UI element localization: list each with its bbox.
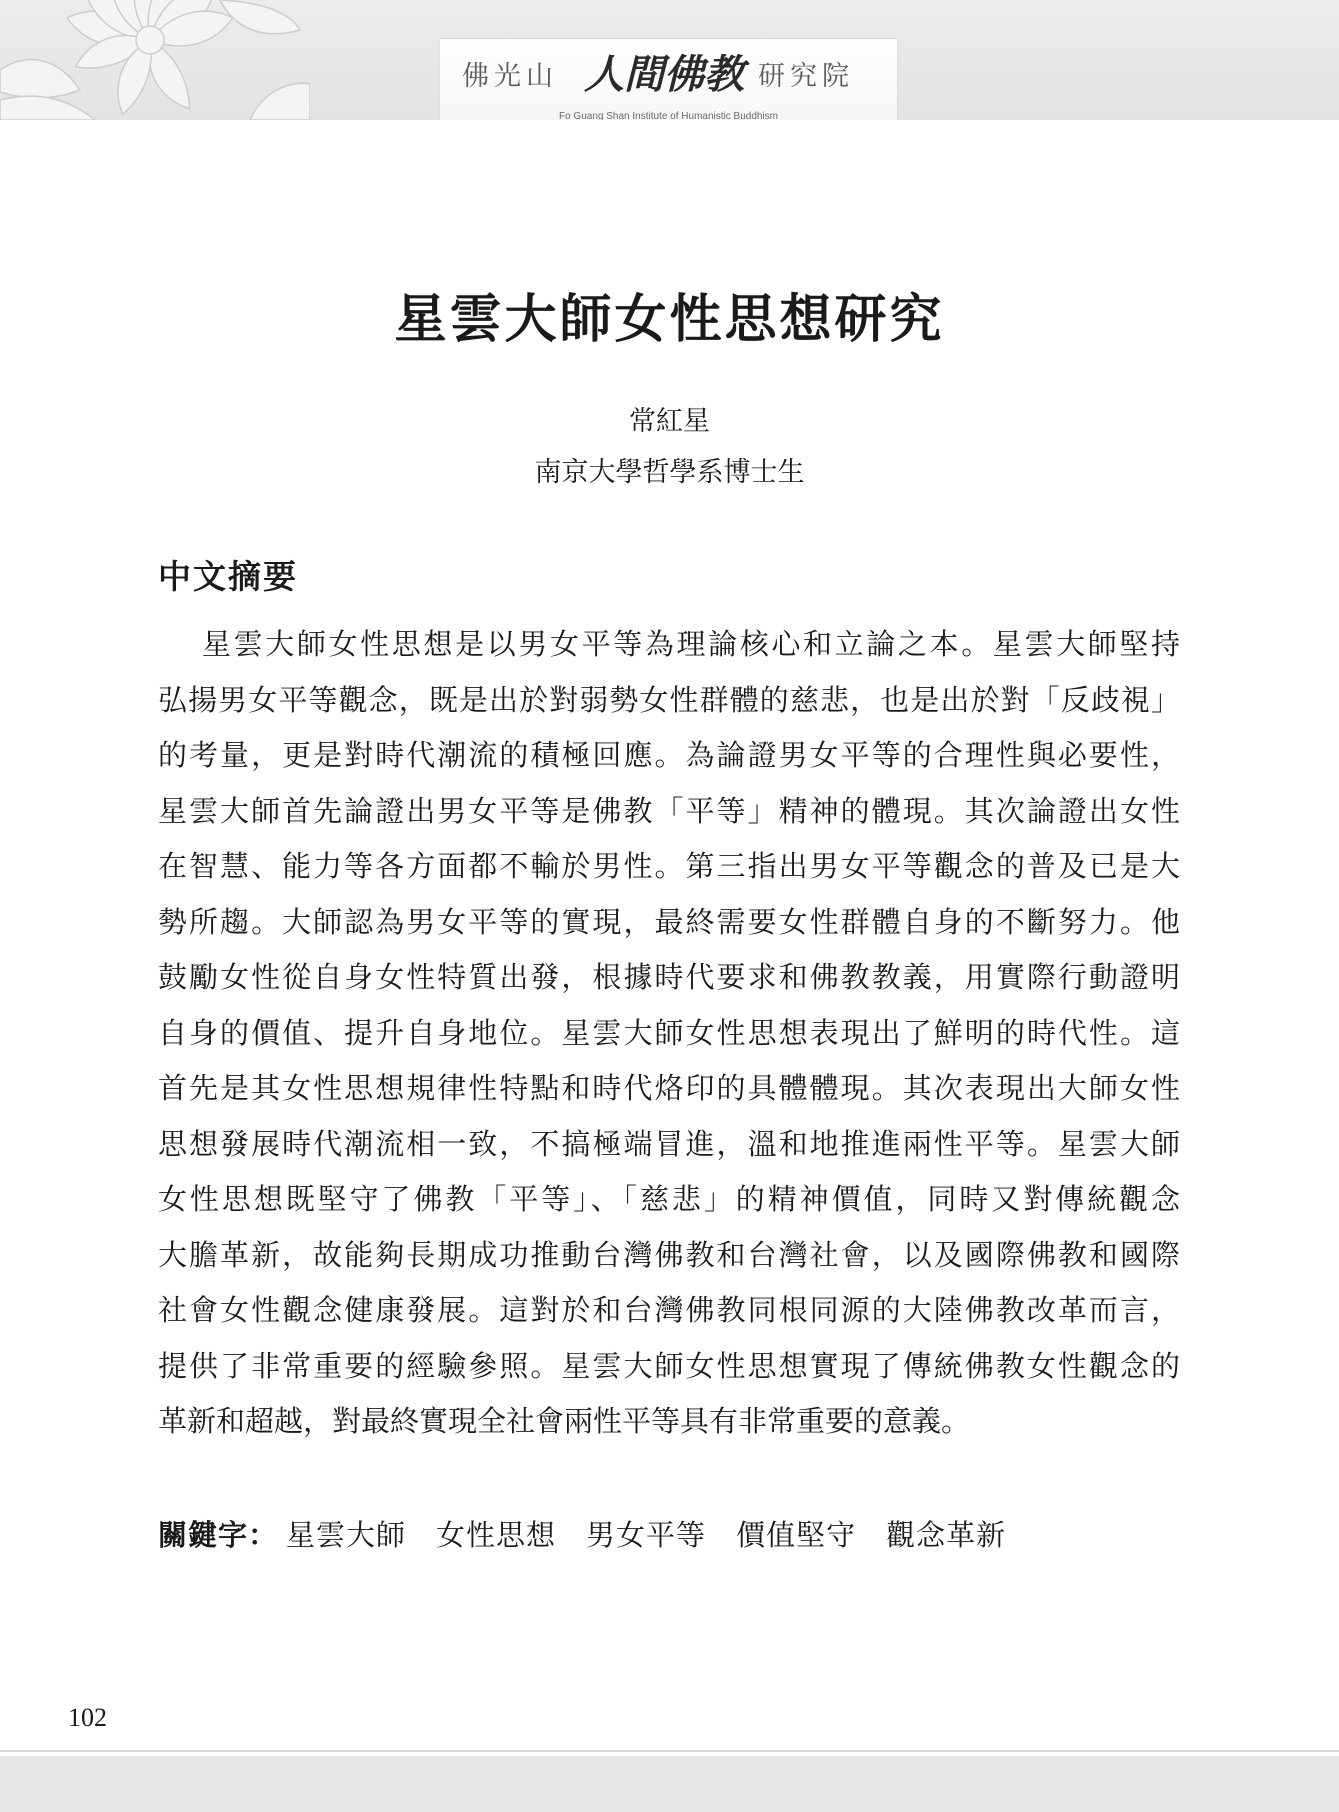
masthead-english-name: Fo Guang Shan Institute of Humanistic Buddhism bbox=[558, 111, 778, 120]
keyword: 價值堅守 bbox=[736, 1518, 857, 1552]
abstract-line: 星雲大師首先論證出男女平等是佛教「平等」精神的體現。其次論證出女性 bbox=[158, 793, 1180, 828]
keywords-row bbox=[158, 1513, 1036, 1557]
abstract-line: 提供了非常重要的經驗參照。星雲大師女性思想實現了傳統佛教女性觀念的 bbox=[158, 1348, 1180, 1383]
keywords-label: 關鍵字： bbox=[158, 1518, 279, 1552]
footer-rule bbox=[0, 1750, 1339, 1752]
abstract-line: 首先是其女性思想規律性特點和時代烙印的具體體現。其次表現出大師女性 bbox=[158, 1071, 1180, 1105]
abstract-line: 鼓勵女性從自身女性特質出發，根據時代要求和佛教教義，用實際行動證明 bbox=[158, 960, 1180, 994]
abstract-line: 社會女性觀念健康發展。這對於和台灣佛教同根同源的大陸佛教改革而言， bbox=[158, 1293, 1180, 1327]
abstract-line: 的考量，更是對時代潮流的積極回應。為論證男女平等的合理性與必要性， bbox=[158, 738, 1180, 772]
footer-band bbox=[0, 1756, 1339, 1812]
abstract-line: 思想發展時代潮流相一致，不搞極端冒進，溫和地推進兩性平等。星雲大師 bbox=[158, 1126, 1180, 1161]
lotus-ornament bbox=[0, 0, 310, 120]
author-name: 常紅星 bbox=[629, 406, 710, 437]
masthead-org-suffix: 研究院 bbox=[758, 61, 854, 92]
keyword: 星雲大師 bbox=[286, 1518, 407, 1552]
keyword: 男女平等 bbox=[586, 1518, 707, 1552]
masthead-logo-text: 人間佛教 bbox=[584, 51, 744, 98]
keyword: 觀念革新 bbox=[886, 1518, 1007, 1552]
masthead-org-name: 佛光山 bbox=[462, 61, 558, 92]
abstract-line: 大膽革新，故能夠長期成功推動台灣佛教和台灣社會，以及國際佛教和國際 bbox=[158, 1237, 1180, 1272]
keyword: 女性思想 bbox=[436, 1518, 557, 1552]
abstract-line: 弘揚男女平等觀念，既是出於對弱勢女性群體的慈悲，也是出於對「反歧視」 bbox=[158, 682, 1180, 717]
abstract-body bbox=[158, 617, 1180, 1450]
abstract-line: 自身的價值、提升自身地位。星雲大師女性思想表現出了鮮明的時代性。這 bbox=[158, 1015, 1180, 1050]
institute-masthead bbox=[440, 38, 897, 120]
page-number: 102 bbox=[68, 1703, 107, 1732]
abstract-line: 星雲大師女性思想是以男女平等為理論核心和立論之本。星雲大師堅持 bbox=[202, 627, 1180, 661]
article-title: 星雲大師女性思想研究 bbox=[394, 289, 945, 350]
abstract-line: 女性思想既堅守了佛教「平等」、「慈悲」的精神價值，同時又對傳統觀念 bbox=[158, 1182, 1180, 1216]
author-affiliation: 南京大學哲學系博士生 bbox=[534, 457, 805, 488]
abstract-heading: 中文摘要 bbox=[158, 557, 298, 596]
abstract-line: 勢所趨。大師認為男女平等的實現，最終需要女性群體自身的不斷努力。他 bbox=[158, 904, 1180, 939]
abstract-line: 革新和超越，對最終實現全社會兩性平等具有非常重要的意義。 bbox=[158, 1404, 971, 1438]
abstract-line: 在智慧、能力等各方面都不輸於男性。第三指出男女平等觀念的普及已是大 bbox=[158, 849, 1180, 883]
header-band bbox=[0, 0, 1339, 120]
